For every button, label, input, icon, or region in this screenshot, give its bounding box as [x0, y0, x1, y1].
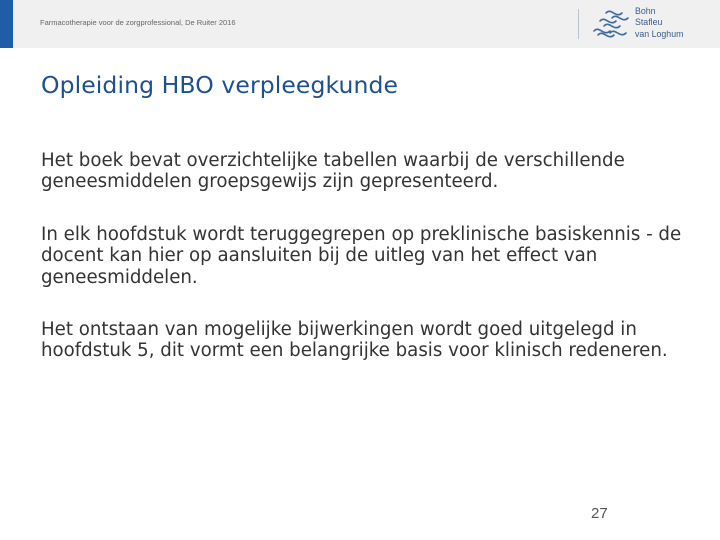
- logo-line: Bohn: [635, 6, 656, 16]
- logo-line: Stafleu: [635, 17, 663, 28]
- paragraph: In elk hoofdstuk wordt teruggegrepen op preklinische basiskennis - de docent kan hier op aansluiten bij de uitleg van het effect van geneesmiddelen.: [41, 223, 682, 288]
- publisher-logo-icon: [592, 7, 632, 39]
- slide-title: Opleiding HBO verpleegkunde: [41, 71, 399, 99]
- body-text: [41, 150, 701, 362]
- publisher-logo-text: [635, 6, 683, 40]
- header-caption: Farmacotherapie voor de zorgprofessional, De Ruiter 2016: [40, 18, 236, 27]
- header-bar: [0, 0, 720, 48]
- paragraph: Het boek bevat overzichtelijke tabellen waarbij de verschillende geneesmiddelen groepsgewijs zijn gepresenteerd.: [41, 150, 625, 193]
- logo-divider: [578, 9, 579, 39]
- logo-line: van Loghum: [635, 28, 684, 39]
- page-number: 27: [591, 505, 608, 522]
- paragraph: Het ontstaan van mogelijke bijwerkingen wordt goed uitgelegd in hoofdstuk 5, dit vormt een belangrijke basis voor klinisch redeneren.: [41, 319, 668, 362]
- header-accent-strip: [0, 0, 13, 48]
